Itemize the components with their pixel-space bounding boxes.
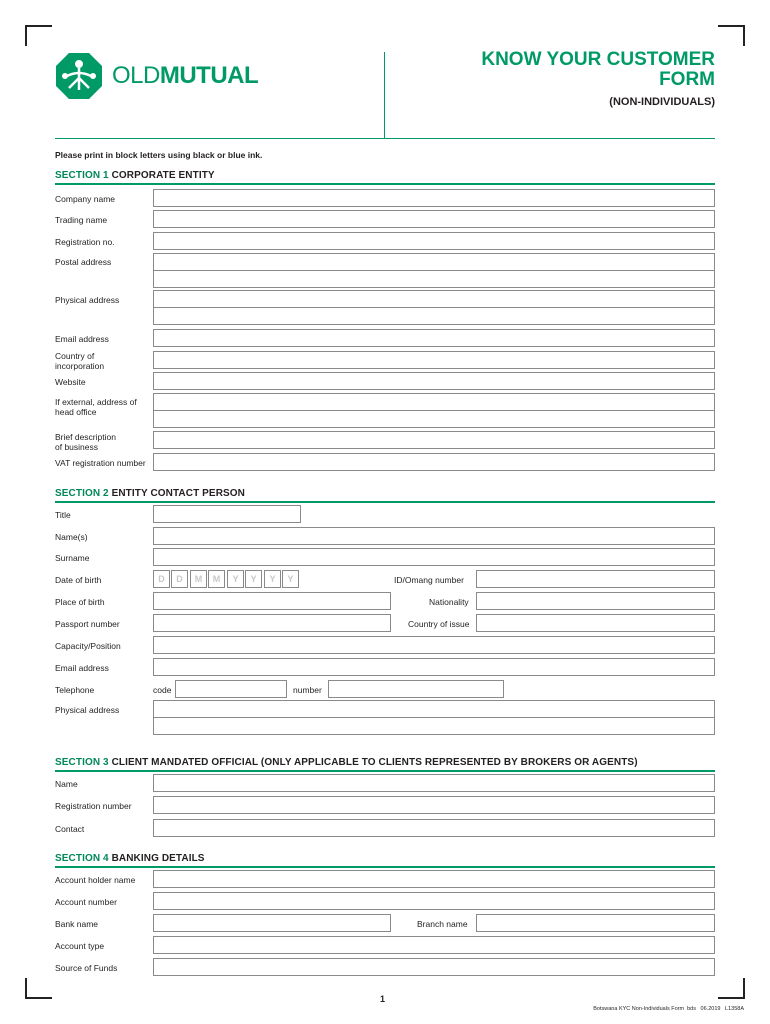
page-number: 1 (380, 994, 386, 1004)
crop-mark-bl-h (25, 997, 52, 999)
head-office-input-2[interactable] (153, 410, 715, 428)
bank-name-input[interactable] (153, 914, 391, 932)
logo-emblem-icon (55, 52, 103, 100)
source-of-funds-input[interactable] (153, 958, 715, 976)
company-name-input[interactable] (153, 189, 715, 207)
nationality-label: Nationality (429, 597, 469, 607)
dob-cell[interactable]: Y (245, 570, 262, 588)
section2-heading: SECTION 2 ENTITY CONTACT PERSON (55, 488, 245, 499)
section1-rule (55, 183, 715, 185)
dob-cell[interactable]: M (190, 570, 207, 588)
mandated-contact-label: Contact (55, 824, 85, 834)
crop-mark-tl-h (25, 25, 52, 27)
postal-address-input-1[interactable] (153, 253, 715, 271)
contact-physical-address-input-2[interactable] (153, 717, 715, 735)
crop-mark-tr-h (718, 25, 745, 27)
passport-number-input[interactable] (153, 614, 391, 632)
section1-heading: SECTION 1 CORPORATE ENTITY (55, 170, 215, 181)
telephone-label: Telephone (55, 685, 95, 695)
contact-email-label: Email address (55, 663, 109, 673)
telephone-number-label: number (293, 685, 322, 695)
mandated-registration-label: Registration number (55, 801, 132, 811)
mandated-contact-input[interactable] (153, 819, 715, 837)
names-label: Name(s) (55, 532, 88, 542)
email-address-label: Email address (55, 334, 109, 344)
mandated-name-label: Name (55, 779, 78, 789)
dob-cell[interactable]: D (171, 570, 188, 588)
account-number-input[interactable] (153, 892, 715, 910)
physical-address-label: Physical address (55, 295, 120, 305)
business-description-label: Brief description of business (55, 432, 116, 452)
postal-address-input-2[interactable] (153, 270, 715, 288)
trading-name-label: Trading name (55, 215, 108, 225)
bank-name-label: Bank name (55, 919, 98, 929)
crop-mark-br-v (743, 978, 745, 999)
capacity-position-label: Capacity/Position (55, 641, 121, 651)
account-holder-input[interactable] (153, 870, 715, 888)
physical-address-input-1[interactable] (153, 290, 715, 308)
account-type-label: Account type (55, 941, 105, 951)
brand-wordmark: OLDMUTUAL (112, 62, 259, 89)
nationality-input[interactable] (476, 592, 715, 610)
names-input[interactable] (153, 527, 715, 545)
vat-number-input[interactable] (153, 453, 715, 471)
country-incorporation-label: Country of incorporation (55, 351, 105, 371)
email-address-input[interactable] (153, 329, 715, 347)
source-of-funds-label: Source of Funds (55, 963, 118, 973)
section3-rule (55, 770, 715, 772)
dob-cell[interactable]: Y (282, 570, 299, 588)
instruction-text: Please print in block letters using black or blue ink. (55, 150, 263, 160)
crop-mark-br-h (718, 997, 745, 999)
dob-cell[interactable]: Y (264, 570, 281, 588)
branch-name-label: Branch name (417, 919, 468, 929)
telephone-number-input[interactable] (328, 680, 504, 698)
company-name-label: Company name (55, 194, 116, 204)
crop-mark-tl-v (25, 25, 27, 46)
title-input[interactable] (153, 505, 301, 523)
postal-address-label: Postal address (55, 257, 112, 267)
business-description-input[interactable] (153, 431, 715, 449)
section2-rule (55, 501, 715, 503)
passport-number-label: Passport number (55, 619, 120, 629)
website-input[interactable] (153, 372, 715, 390)
head-office-label: If external, address of head office (55, 397, 137, 417)
crop-mark-tr-v (743, 25, 745, 46)
footer-reference: Botswana KYC Non-Individuals Form bds 06.2019 L1358A (593, 1006, 744, 1012)
crop-mark-bl-v (25, 978, 27, 999)
dob-cell[interactable]: M (208, 570, 225, 588)
dob-cell[interactable]: Y (227, 570, 244, 588)
account-type-input[interactable] (153, 936, 715, 954)
old-mutual-logo (55, 52, 103, 105)
country-of-issue-label: Country of issue (408, 619, 470, 629)
contact-physical-address-input-1[interactable] (153, 700, 715, 718)
telephone-code-label: code (153, 685, 172, 695)
page-subtitle: (NON-INDIVIDUALS) (609, 96, 715, 108)
section4-heading: SECTION 4 BANKING DETAILS (55, 853, 205, 864)
head-office-input-1[interactable] (153, 393, 715, 411)
header-bottom-rule (55, 138, 715, 139)
place-of-birth-input[interactable] (153, 592, 391, 610)
dob-cell[interactable]: D (153, 570, 170, 588)
place-of-birth-label: Place of birth (55, 597, 105, 607)
id-omang-input[interactable] (476, 570, 715, 588)
branch-name-input[interactable] (476, 914, 715, 932)
mandated-name-input[interactable] (153, 774, 715, 792)
registration-no-label: Registration no. (55, 237, 115, 247)
capacity-position-input[interactable] (153, 636, 715, 654)
physical-address-input-2[interactable] (153, 307, 715, 325)
surname-label: Surname (55, 553, 90, 563)
telephone-code-input[interactable] (175, 680, 287, 698)
account-number-label: Account number (55, 897, 117, 907)
title-label: Title (55, 510, 71, 520)
website-label: Website (55, 377, 86, 387)
id-omang-label: ID/Omang number (394, 575, 464, 585)
registration-no-input[interactable] (153, 232, 715, 250)
page-title: KNOW YOUR CUSTOMER FORM (481, 49, 715, 90)
trading-name-input[interactable] (153, 210, 715, 228)
contact-email-input[interactable] (153, 658, 715, 676)
account-holder-label: Account holder name (55, 875, 136, 885)
vat-number-label: VAT registration number (55, 458, 146, 468)
mandated-registration-input[interactable] (153, 796, 715, 814)
header-vertical-divider (384, 52, 385, 138)
country-of-issue-input[interactable] (476, 614, 715, 632)
surname-input[interactable] (153, 548, 715, 566)
section4-rule (55, 866, 715, 868)
dob-label: Date of birth (55, 575, 102, 585)
country-incorporation-input[interactable] (153, 351, 715, 369)
contact-physical-address-label: Physical address (55, 705, 120, 715)
section3-heading: SECTION 3 CLIENT MANDATED OFFICIAL (ONLY APPLICABLE TO CLIENTS REPRESENTED BY BROKERS OR AGENTS) (55, 757, 638, 768)
